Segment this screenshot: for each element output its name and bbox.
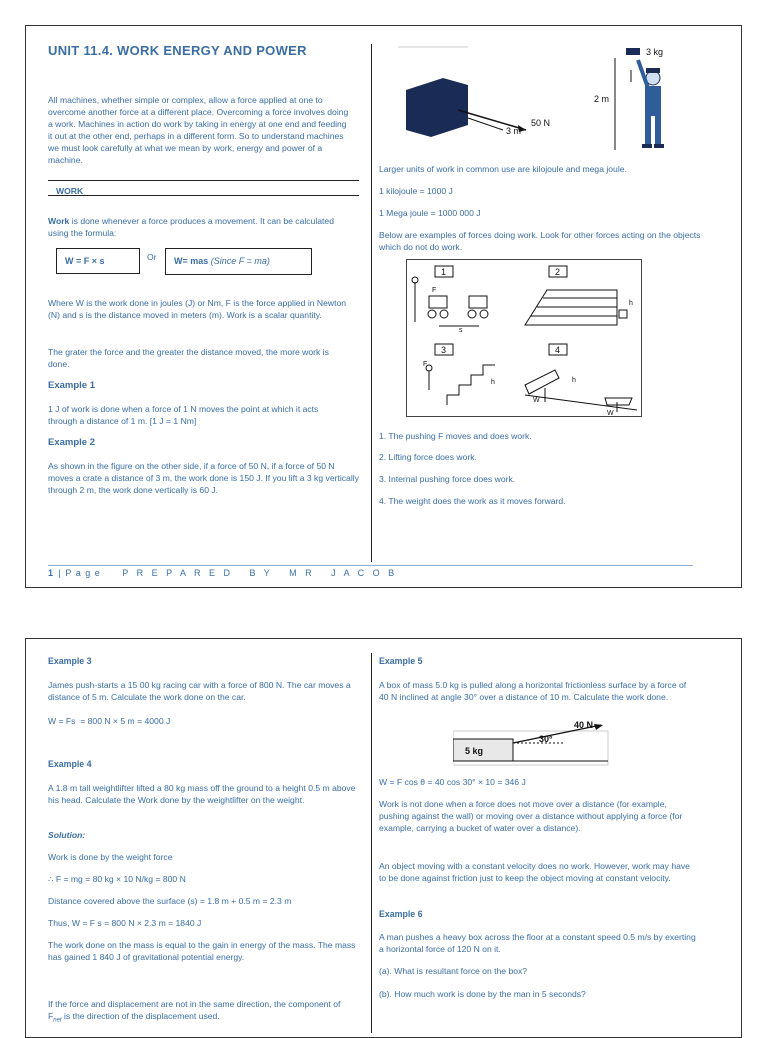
solution-line-5: The work done on the mass is equal to the gain in energy of the mass. The mass has gained 1 840 J of gravitational potential energy.	[48, 940, 356, 962]
unit-title: UNIT 11.4. WORK ENERGY AND POWER	[48, 43, 307, 58]
list-item-4: 4. The weight does the work as it moves forward.	[379, 496, 566, 506]
page-label: | P a g e	[58, 568, 101, 578]
label-4: 4	[555, 345, 561, 355]
example4-title: Example 4	[48, 759, 92, 769]
prepared-by: P R E P A R E D B Y M R J A C O B	[122, 568, 398, 578]
page-number: 1	[48, 568, 54, 578]
or-label: Or	[147, 252, 157, 262]
pull-arrowhead	[594, 724, 603, 730]
example5-calc: W = F cos θ = 40 cos 30° × 10 = 346 J	[379, 777, 526, 787]
label-2: 2	[555, 267, 561, 277]
example2-text: As shown in the figure on the other side, if a force of 50 N, if a force of 50 N moves a crate a distance of 3 m, the work done is 150 J. If you lift a 3 kg vertically through 2 m, the work done vertically is 60 J.	[48, 461, 359, 495]
greater-paragraph: The grater the force and the greater the distance moved, the more work is done.	[48, 347, 329, 369]
work-heading-label: WORK	[56, 186, 84, 196]
sled-scene	[525, 370, 637, 412]
crate-shape	[406, 78, 468, 137]
not-same-text: If the force and displacement are not in the same direction, the component of F	[48, 999, 341, 1021]
where-paragraph: Where W is the work done in joules (J) or Nm, F is the force applied in Newton (N) and s is the distance moved in meters (m). Work is a scalar quantity.	[48, 298, 347, 320]
example5-title: Example 5	[379, 656, 423, 666]
example3-calc: W = Fs = 800 N × 5 m = 4000 J	[48, 716, 171, 726]
example1-text: 1 J of work is done when a force of 1 N moves the point at which it acts through a distance of 1 m. [1 J = 1 Nm]	[48, 404, 319, 426]
intro-paragraph: All machines, whether simple or complex, allow a force applied at one to overcome another force at a different place. Overcoming a force involves doing a work. Machines in action do work by taking in energy at one end and feeding it out at the other end, perhaps in a different form. So to understand machines we must look carefully at what we mean by work, energy and power of a machine.	[48, 95, 349, 165]
example3-title: Example 3	[48, 656, 92, 666]
distance-label: 3 m	[506, 126, 522, 136]
crate-lift-figure	[398, 40, 698, 160]
mass-block	[626, 48, 640, 55]
example1-title: Example 1	[48, 380, 95, 391]
example3-text: James push-starts a 15 00 kg racing car with a force of 800 N. The car moves a distance of 5 m. Calculate the work done on the car.	[48, 680, 351, 702]
formula-box-2	[165, 248, 312, 275]
boat-weight: W	[607, 410, 614, 417]
solution-line-1: Work is done by the weight force	[48, 852, 173, 862]
force-label: 50 N	[531, 118, 551, 128]
column-divider-2	[371, 653, 372, 1033]
example6-part-b: (b). How much work is done by the man in 5 seconds?	[379, 989, 586, 999]
list-item-3: 3. Internal pushing force does work.	[379, 474, 516, 484]
sled-weight: W	[533, 397, 540, 404]
work-def-rest: is done whenever a force produces a movement. It can be calculated using the formula:	[48, 216, 334, 238]
no-work-paragraph: Work is not done when a force does not move over a distance (for example, pushing against the wall) or moving over a distance without applying a force (for example, carrying a bucket of water over a distance).	[379, 799, 683, 833]
pram-distance: s	[459, 327, 463, 334]
work-heading	[48, 180, 359, 196]
column-divider	[371, 44, 372, 562]
height-label: 2 m	[594, 94, 610, 104]
constant-velocity: An object moving with a constant velocity does no work. However, work may have to be done against friction just to keep the object moving at constant velocity.	[379, 861, 690, 883]
example4-text: A 1.8 m tall weightlifter lifted a 80 kg mass off the ground to a height 0.5 m above his head. Calculate the Work done by the weightlifter on the weight.	[48, 783, 356, 805]
list-item-1: 1. The pushing F moves and does work.	[379, 431, 532, 441]
formula2-bold: W= mas	[174, 256, 209, 266]
work-bold: Work	[48, 216, 70, 226]
net-subscript: net	[53, 1017, 62, 1024]
larger-units: Larger units of work in common use are kilojoule and mega joule.	[379, 164, 627, 174]
stairs-force: F	[423, 361, 428, 368]
mass-label: 3 kg	[646, 47, 664, 57]
stairs-height: h	[491, 379, 495, 386]
label-1: 1	[441, 267, 447, 277]
boy-figure	[638, 60, 664, 148]
formula2-italic: (Since F = ma)	[210, 256, 270, 266]
box-mass-label: 5 kg	[465, 746, 484, 756]
force-examples-figure	[406, 259, 642, 417]
not-same-direction	[48, 998, 353, 1027]
solution-line-4: Thus, W = F s = 800 N × 2.3 m = 1840 J	[48, 918, 202, 928]
page-1	[25, 25, 742, 588]
example6-text: A man pushes a heavy box across the floor at a constant speed 0.5 m/s by exerting a horizontal force of 120 N on it.	[379, 932, 696, 954]
pram-scene	[412, 277, 488, 326]
not-same-end: is the direction of the displacement used.	[61, 1011, 220, 1021]
solution-line-2: ∴ F = mg = 80 kg × 10 N/kg = 800 N	[48, 874, 186, 884]
solution-line-3: Distance covered above the surface (s) = 1.8 m + 0.5 m = 2.3 m	[48, 896, 292, 906]
angle-label: 30°	[539, 734, 553, 744]
list-item-2: 2. Lifting force does work.	[379, 452, 477, 462]
kilojoule-line: 1 kilojoule = 1000 J	[379, 186, 453, 196]
page-footer	[48, 568, 397, 578]
inclined-force-figure	[453, 721, 613, 771]
formula-box-1: W = F × s	[56, 248, 140, 274]
pram-force: F	[432, 287, 437, 294]
work-definition	[48, 215, 353, 239]
wall-height: h	[629, 300, 633, 307]
sled-height: h	[572, 377, 576, 384]
page-2	[25, 638, 742, 1038]
example6-title: Example 6	[379, 909, 423, 919]
pull-force-label: 40 N	[574, 721, 594, 730]
footer-rule	[48, 565, 693, 566]
label-3: 3	[441, 345, 447, 355]
megajoule-line: 1 Mega joule = 1000 000 J	[379, 208, 481, 218]
stairs-scene	[426, 365, 495, 405]
examples-intro: Below are examples of forces doing work. Look for other forces acting on the objects which do not do work.	[379, 230, 701, 252]
example5-text: A box of mass 5.0 kg is pulled along a horizontal frictionless surface by a force of 40 N inclined at angle 30° over a distance of 10 m. Calculate the work done.	[379, 680, 687, 702]
example6-part-a: (a). What is resultant force on the box?	[379, 966, 528, 976]
example2-title: Example 2	[48, 437, 95, 448]
solution-label: Solution:	[48, 830, 86, 840]
distance-arrow	[468, 118, 503, 130]
brick-wall-scene	[525, 290, 627, 325]
